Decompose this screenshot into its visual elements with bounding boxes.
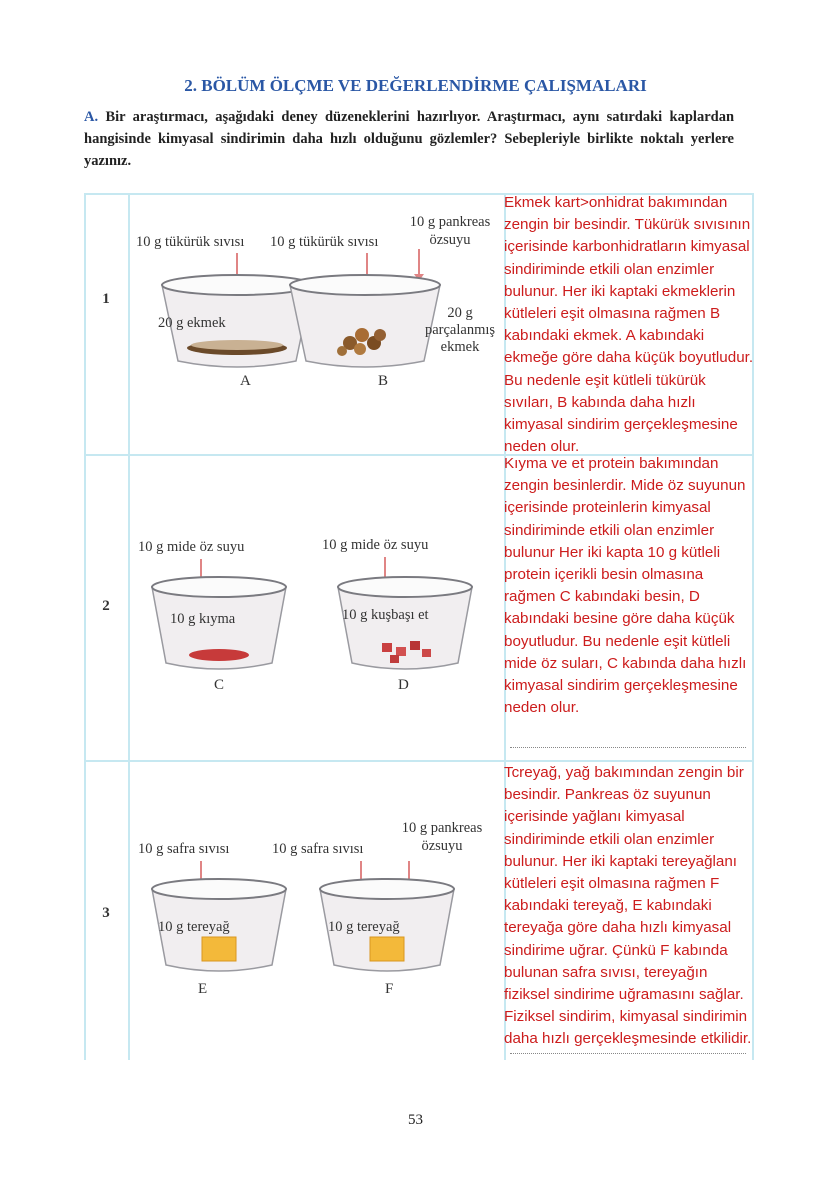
- row-number: 3: [102, 905, 110, 921]
- beaker-letter: F: [385, 981, 394, 997]
- beaker-content-label: 20 g parçalanmış ekmek: [424, 305, 496, 355]
- page-number: 53: [408, 1112, 423, 1128]
- reagent-label: 10 g safra sıvısı: [272, 841, 364, 857]
- beaker-content-label: 10 g kıyma: [170, 611, 236, 627]
- question-label: A.: [84, 109, 99, 125]
- beaker-content-label: 20 g ekmek: [158, 315, 226, 331]
- beaker-letter: A: [240, 373, 251, 389]
- table-border-left: [84, 193, 86, 1060]
- beaker-content-label: 10 g tereyağ: [158, 919, 230, 935]
- beaker-letter: B: [378, 373, 389, 389]
- section-title: 2. BÖLÜM ÖLÇME VE DEĞERLENDİRME ÇALIŞMALARI: [184, 76, 647, 95]
- dotted-line: [510, 1053, 746, 1054]
- beaker-d: [330, 575, 480, 675]
- beaker-content-label: 10 g kuşbaşı et: [342, 607, 429, 623]
- reagent-label: 10 g tükürük sıvısı: [136, 234, 245, 250]
- reagent-label: 10 g tükürük sıvısı: [270, 234, 379, 250]
- experiment-table: [84, 193, 754, 1060]
- answer-text-3: Tcreyağ, yağ bakımından zengin bir besindir. Pankreas öz suyunun içerisinde yağlanı kimyasal sindiriminde etkili olan enzimler bulunur. Her iki kaptaki tereyağlanı kütleleri eşit olmasına rağmen F kabındaki tereyağ, E kabındaki tereyağa göre daha hızlı kimyasal sindirime uğrar. Çünkü F kabında bulunan safra sıvısı, tereyağın fiziksel sindirime uğramasını sağlar. Fiziksel sindirim, kimyasal sindirimin daha hızlı gerçekleşmesinde etkilidir.: [504, 764, 752, 1048]
- reagent-label: 10 g pankreas özsuyu: [398, 213, 502, 249]
- arrow-icon: [418, 249, 420, 275]
- beaker-letter: D: [398, 677, 409, 693]
- reagent-label: 10 g mide öz suyu: [138, 539, 245, 555]
- beaker-letter: C: [214, 677, 225, 693]
- experiment-scene-2: [130, 455, 504, 760]
- experiment-scene-3: [130, 761, 504, 1059]
- row-number: 1: [102, 291, 110, 307]
- question-prompt: [84, 106, 734, 172]
- experiment-scene-1: [130, 193, 504, 453]
- reagent-label: 10 g safra sıvısı: [138, 841, 230, 857]
- beaker-content-label: 10 g tereyağ: [328, 919, 400, 935]
- answer-text-2: Kıyma ve et protein bakımından zengin besinlerdir. Mide öz suyunun içerisinde proteinlerin kimyasal sindiriminde etkili olan enzimler bulunur Her iki kapta 10 g kütleli protein içerikli besin olmasına rağmen C kabındaki besin, D kabındaki besine göre daha küçük boyutludur. Bu nedenle eşit kütleli mide öz suları, C kabında daha hızlı kimyasal sindirim gerçekleşmesine neden olur.: [504, 455, 747, 717]
- reagent-label: 10 g mide öz suyu: [322, 537, 429, 553]
- question-text: Bir araştırmacı, aşağıdaki deney düzeneklerini hazırlıyor. Araştırmacı, aynı satırdaki kaplardan hangisinde kimyasal sindirimin daha hızlı olduğunu gözlemler? Sebepleriyle birlikte noktalı yerlere yazınız.: [84, 109, 735, 169]
- row-number: 2: [102, 598, 110, 614]
- answer-text-1: Ekmek kart>onhidrat bakımından zengin bir besindir. Tükürük sıvısının içerisinde karbonhidratların kimyasal sindiriminde etkili olan enzimler bulunur. Her iki kaptaki ekmeklerin kütleleri eşit olmasına rağmen B kabındaki ekmek. A kabındaki ekmeğe göre daha küçük boyutludur. Bu nedenle eşit kütleli tükürük sıvıları, B kabında daha hızlı kimyasal sindirim gerçekleşmesine neden olur.: [504, 194, 754, 456]
- beaker-letter: E: [198, 981, 208, 997]
- reagent-label: 10 g pankreas özsuyu: [390, 819, 494, 855]
- dotted-line: [510, 747, 746, 748]
